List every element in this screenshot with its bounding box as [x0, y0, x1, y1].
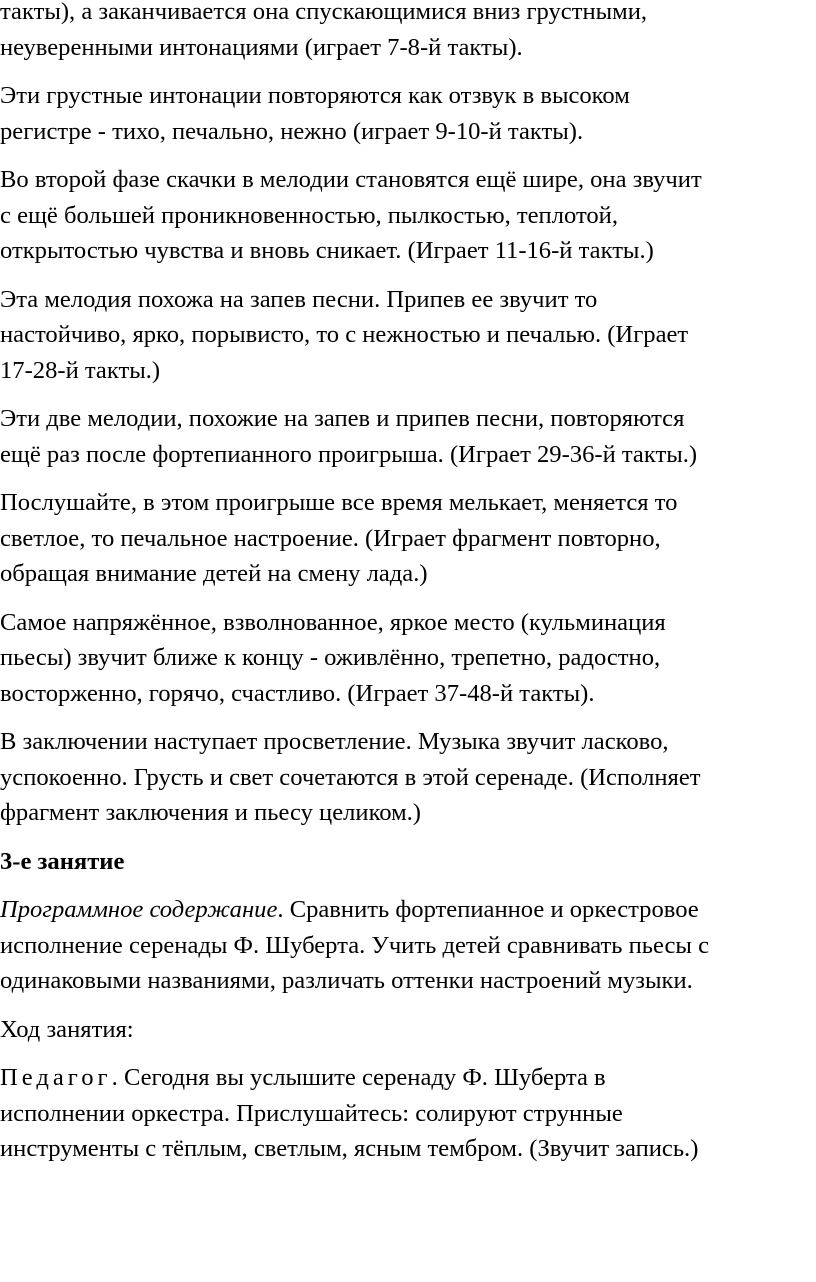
text-line: восторженно, горячо, счастливо. (Играет 37-48-й такты). — [0, 679, 595, 707]
course-label: Ход занятия: — [0, 1015, 134, 1043]
text-line: исполнении оркестра. Прислушайтесь: солируют струнные — [0, 1099, 623, 1127]
paragraph-intonations-end — [0, 0, 812, 65]
text-line: светлое, то печальное настроение. (Играет фрагмент повторно, — [0, 524, 661, 552]
speaker-label: Педагог — [0, 1064, 112, 1091]
text-line: инструменты с тёплым, светлым, ясным тембром. (Звучит запись.) — [0, 1135, 699, 1162]
text-line: Послушайте, в этом проигрыше все время мелькает, меняется то — [0, 489, 678, 516]
text-line: открытостью чувства и вновь сникает. (Играет 11-16-й такты.) — [0, 237, 654, 264]
paragraph-echo-high-register — [0, 78, 812, 149]
text-line: одинаковыми названиями, различать оттенки настроений музыки. — [0, 967, 693, 994]
text-line: Самое напряжённое, взволнованное, яркое место (кульминация — [0, 608, 666, 636]
paragraph-interlude-mood — [0, 485, 812, 592]
text-line: Эти две мелодии, похожие на запев и припев песни, повторяются — [0, 405, 685, 432]
text-line: В заключении наступает просветление. Музыка звучит ласково, — [0, 728, 669, 755]
paragraph-program-content — [0, 892, 812, 999]
text-line: исполнение серенады Ф. Шуберта. Учить детей сравнивать пьесы с — [0, 931, 710, 959]
text-line — [0, 892, 812, 928]
text-line: с ещё большей проникновенностью, пылкостью, теплотой, — [0, 201, 618, 229]
text-line: такты), а заканчивается она спускающимися вниз грустными, — [0, 0, 648, 25]
text-line: фрагмент заключения и пьесу целиком.) — [0, 799, 421, 826]
text-line: регистре - тихо, печально, нежно (играет 9-10-й такты). — [0, 117, 584, 145]
text-line: успокоенно. Грусть и свет сочетаются в этой серенаде. (Исполняет — [0, 763, 701, 791]
text-line: настойчиво, ярко, порывисто, то с нежностью и печалью. (Играет — [0, 321, 689, 348]
program-text: . Сравнить фортепианное и оркестровое — [277, 896, 699, 923]
text-line: 17-28-й такты.) — [0, 356, 161, 384]
paragraph-melodies-repeat — [0, 401, 812, 472]
paragraph-teacher-speech — [0, 1060, 812, 1167]
lesson-heading: 3-е занятие — [0, 847, 125, 875]
text-line: Во второй фазе скачки в мелодии становятся ещё шире, она звучит — [0, 166, 702, 193]
text-line: обращая внимание детей на смену лада.) — [0, 560, 428, 587]
text-line: неуверенными интонациями (играет 7-8-й такты). — [0, 33, 523, 61]
text-line: ещё раз после фортепианного проигрыша. (Играет 29-36-й такты.) — [0, 440, 698, 468]
text-line: Эта мелодия похожа на запев песни. Припев ее звучит то — [0, 285, 598, 313]
paragraph-verse-chorus — [0, 282, 812, 389]
paragraph-conclusion — [0, 724, 812, 831]
paragraph-second-phase — [0, 162, 812, 269]
speech-text: . Сегодня вы услышите серенаду Ф. Шуберта в — [111, 1064, 606, 1091]
text-line: пьесы) звучит ближе к концу - оживлённо, трепетно, радостно, — [0, 644, 661, 671]
paragraph-culmination — [0, 605, 812, 712]
text-line: Эти грустные интонации повторяются как отзвук в высоком — [0, 82, 630, 109]
text-line — [0, 1060, 812, 1096]
program-label: Программное содержание — [0, 896, 278, 923]
